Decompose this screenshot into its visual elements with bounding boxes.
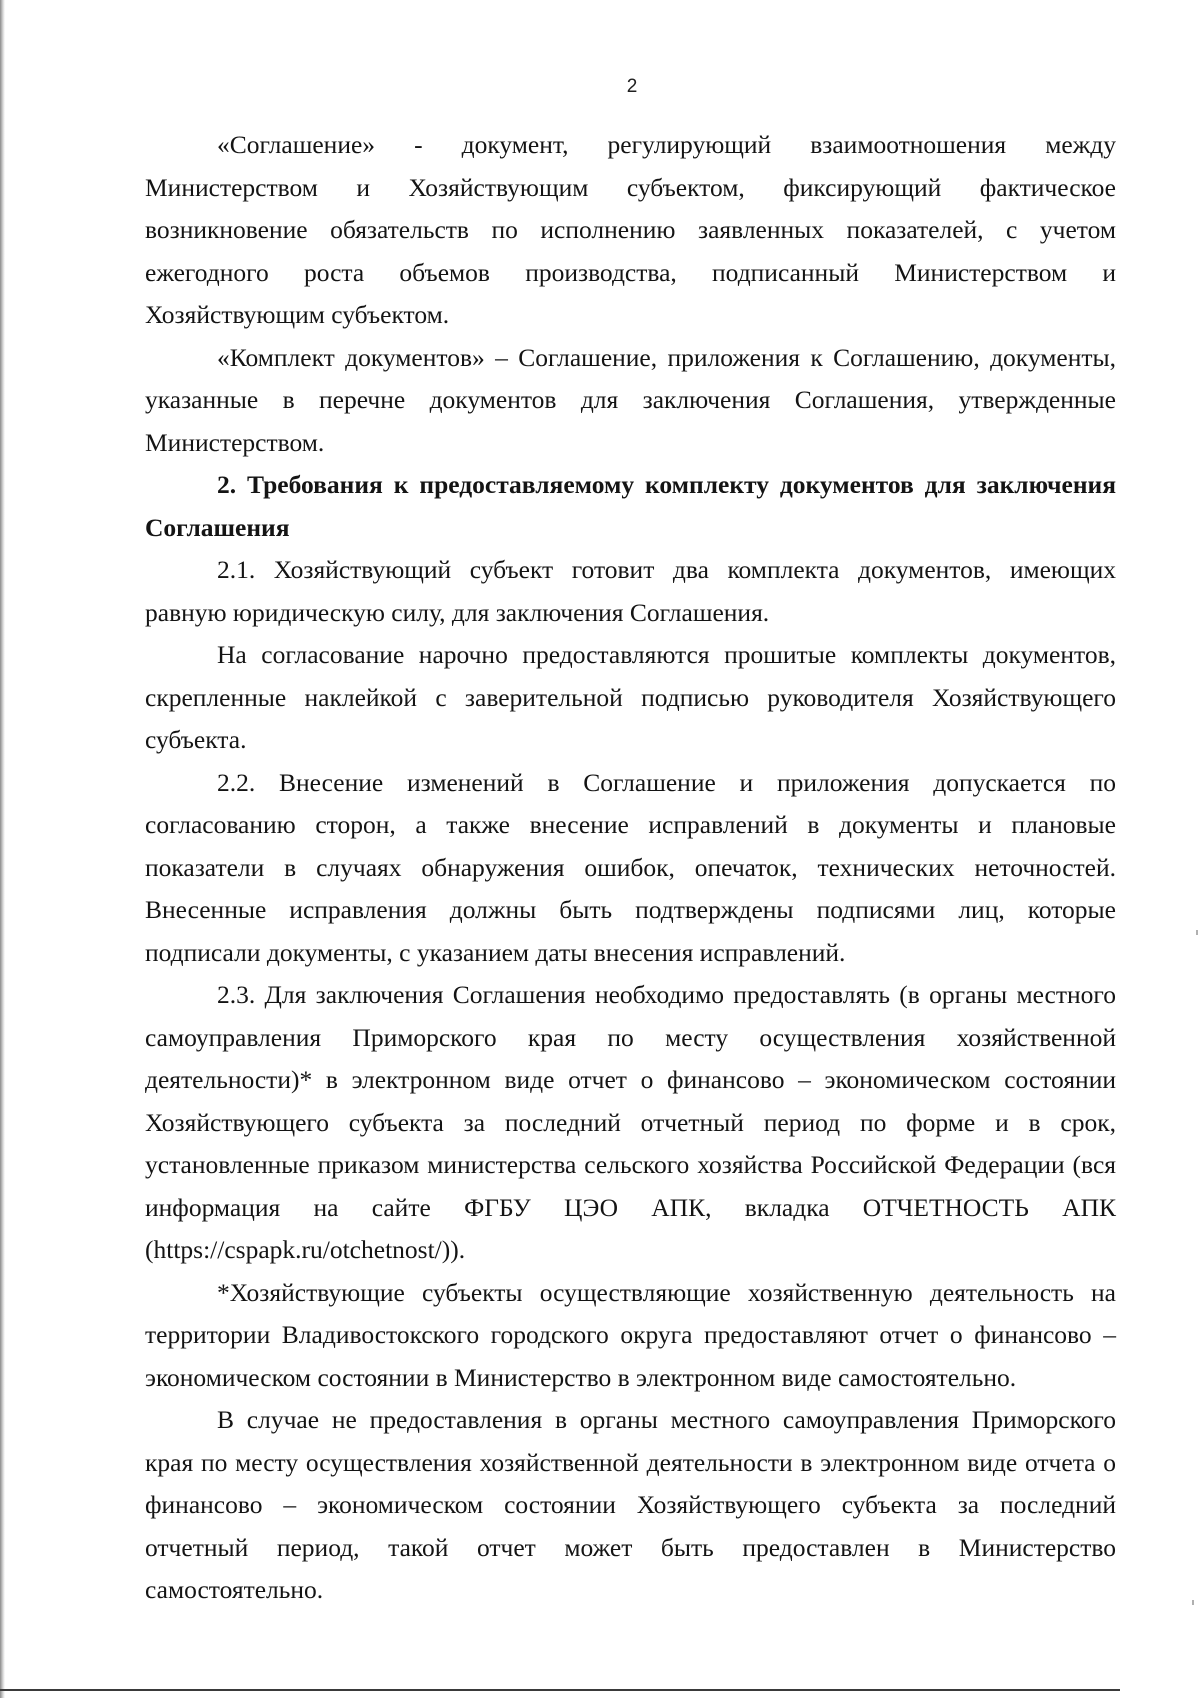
footnote-vladivostok-paragraph: *Хозяйствующие субъекты осуществляющие хозяйственную деятельность на территории Владивостокского городского округа предоставляют отчет о финансово – экономическом состоянии в Министерство в электронном виде самостоятельно.: [145, 1277, 1116, 1392]
scan-speck: [1192, 1600, 1194, 1605]
clause-2-3-paragraph: 2.3. Для заключения Соглашения необходимо предоставлять (в органы местного самоуправления Приморского края по месту осуществления хозяйственной деятельности)* в электронном виде отчет о финансово – экономическом состоянии Хозяйствующего субъекта за последний отчетный период по форме и в срок, установленные приказом министерства сельского хозяйства Российской Федерации (вся информация на сайте ФГБУ ЦЭО АПК, вкладка ОТЧЕТНОСТЬ АПК (https://cspapk.ru/otchetnost/)).: [145, 980, 1116, 1264]
clause-2-1-paragraph: 2.1. Хозяйствующий субъект готовит два комплекта документов, имеющих равную юридическую силу, для заключения Соглашения.: [145, 555, 1116, 627]
definition-agreement-paragraph: «Соглашение» - документ, регулирующий взаимоотношения между Министерством и Хозяйствующим субъектом, фиксирующий фактическое возникновение обязательств по исполнению заявленных показателей, с учетом ежегодного роста объемов производства, подписанный Министерством и Хозяйствующим субъектом.: [145, 130, 1116, 329]
definition-documents-set-paragraph: «Комплект документов» – Соглашение, приложения к Соглашению, документы, указанные в перечне документов для заключения Соглашения, утвержденные Министерством.: [145, 342, 1116, 457]
scan-left-edge: [0, 0, 5, 1698]
clause-2-2-paragraph: 2.2. Внесение изменений в Соглашение и приложения допускается по согласованию сторон, а также внесение исправлений в документы и плановые показатели в случаях обнаружения ошибок, опечаток, технических неточностей. Внесенные исправления должны быть подтверждены подписями лиц, которые подписали документы, с указанием даты внесения исправлений.: [145, 767, 1116, 967]
scan-speck: [1196, 930, 1198, 935]
document-body: [145, 124, 1116, 1612]
clause-2-1-submission-paragraph: На согласование нарочно предоставляются прошитые комплекты документов, скрепленные наклейкой с заверительной подписью руководителя Хозяйствующего субъекта.: [145, 640, 1116, 754]
non-submission-paragraph: В случае не предоставления в органы местного самоуправления Приморского края по месту осуществления хозяйственной деятельности в электронном виде отчета о финансово – экономическом состоянии Хозяйствующего субъекта за последний отчетный период, такой отчет может быть предоставлен в Министерство самостоятельно.: [145, 1405, 1116, 1604]
section-2-heading: 2. Требования к предоставляемому комплекту документов для заключения Соглашения: [145, 470, 1116, 542]
page-number: 2: [626, 76, 638, 97]
scan-bottom-edge: [0, 1689, 1120, 1691]
